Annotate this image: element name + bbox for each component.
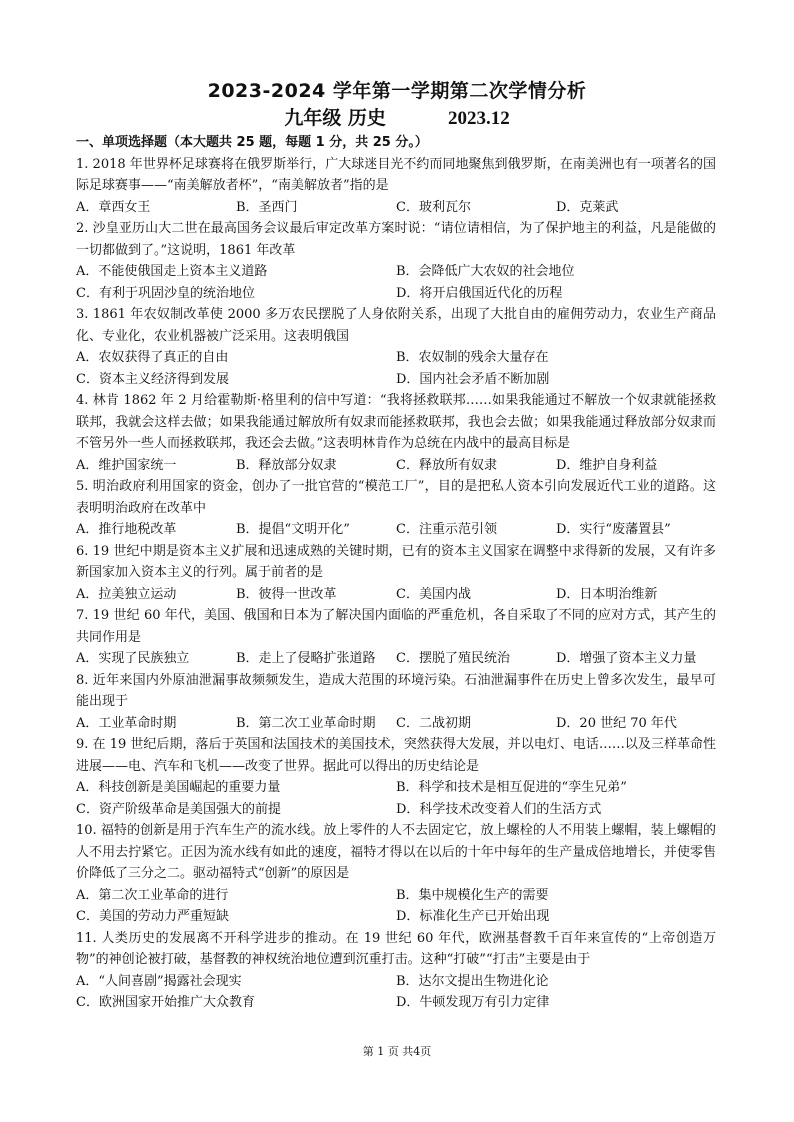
question-stem: 7. 19 世纪 60 年代，美国、俄国和日本为了解决国内面临的严重危机，各自采取了不同的应对方式，其产生的共同作用是 (76, 608, 716, 645)
option-row (76, 283, 716, 305)
option-c: C．资本主义经济得到发展 (76, 371, 229, 387)
option-d: D．科学技术改变着人们的生活方式 (396, 801, 602, 817)
question-11 (76, 928, 716, 1014)
option-row (76, 777, 716, 799)
option-a: A．工业革命时期 (76, 715, 177, 731)
option-a: A．实现了民族独立 (76, 651, 190, 666)
exam-content (76, 132, 716, 1014)
option-c: C．欧洲国家开始推广大众教育 (76, 995, 255, 1010)
option-a: A．农奴获得了真正的自由 (76, 350, 229, 365)
option-d: D．20 世纪 70 年代 (556, 715, 677, 731)
option-a: A．拉美独立运动 (76, 586, 177, 602)
option-row (76, 347, 716, 369)
question-stem: 8. 近年来国内外原油泄漏事故频频发生，造成大范围的环境污染。石油泄漏事件在历史上曾多次发生，最早可能出现于 (76, 672, 716, 709)
option-row (76, 584, 716, 606)
option-b: B．会降低广大农奴的社会地位 (396, 264, 575, 279)
question-stem: 4. 林肯 1862 年 2 月给霍勒斯·格里利的信中写道：“我将拯救联邦……如果我能通过不解放一个奴隶就能拯救联邦，我就会这样去做；如果我能通过解放所有奴隶而能拯救联邦，我也会去做；如果我能通过释放部分奴隶而不管另外一些人而拯救联邦，我还会去做。”这表明林肯作为总统在内战中的最高目标是 (76, 393, 716, 451)
option-row (76, 455, 716, 477)
option-b: B．释放部分奴隶 (236, 457, 337, 473)
option-d: D．标准化生产已开始出现 (396, 909, 550, 924)
option-a: A．章西女王 (76, 199, 151, 215)
exam-subtitle (0, 103, 794, 130)
option-d: D．将开启俄国近代化的历程 (396, 285, 563, 301)
option-row (76, 261, 716, 283)
option-d: D．增强了资本主义力量 (556, 651, 697, 666)
option-b: B．彼得一世改革 (236, 586, 337, 602)
option-a: A．维护国家统一 (76, 457, 177, 473)
option-row (76, 971, 716, 993)
option-b: B．圣西门 (236, 199, 298, 215)
option-a: A．“人间喜剧”揭露社会现实 (76, 973, 242, 989)
question-1 (76, 154, 716, 219)
option-d: D．维护自身利益 (556, 457, 658, 473)
question-5 (76, 476, 716, 541)
option-c: C．释放所有奴隶 (396, 457, 497, 473)
option-row (76, 648, 716, 670)
option-c: C．玻利瓦尔 (396, 199, 471, 215)
option-b: B．第二次工业革命时期 (236, 715, 376, 731)
option-row (76, 799, 716, 821)
option-d: D．克莱武 (556, 199, 619, 215)
option-c: C．注重示范引领 (396, 522, 497, 537)
option-c: C．美国的劳动力严重短缺 (76, 909, 229, 924)
question-stem: 9. 在 19 世纪后期，落后于英国和法国技术的美国技术，突然获得大发展，并以电灯、电话……以及三样革命性进展——电、汽车和飞机——改变了世界。据此可以得出的历史结论是 (76, 737, 716, 774)
question-7 (76, 605, 716, 670)
option-a: A．第二次工业革命的进行 (76, 887, 229, 903)
option-b: B．走上了侵略扩张道路 (236, 651, 376, 666)
exam-title: 2023-2024 学年第一学期第二次学情分析 (207, 80, 587, 102)
option-b: B．达尔文提出生物进化论 (396, 973, 549, 989)
option-c: C．有利于巩固沙皇的统治地位 (76, 285, 255, 301)
option-b: B．农奴制的残余大量存在 (396, 350, 549, 365)
option-c: C．二战初期 (396, 715, 471, 731)
question-6 (76, 541, 716, 606)
option-c: C．美国内战 (396, 586, 471, 602)
question-10 (76, 820, 716, 928)
option-d: D．日本明治维新 (556, 586, 658, 602)
option-row (76, 713, 716, 735)
question-2 (76, 218, 716, 304)
question-stem: 10. 福特的创新是用于汽车生产的流水线。放上零件的人不去固定它，放上螺栓的人不用装上螺帽，装上螺帽的人不用去拧紧它。正因为流水线有如此的速度，福特才得以在以后的十年中每年的生产量成倍地增长，并使零售价降低了三分之二。驱动福特式“创新”的原因是 (76, 823, 716, 881)
option-row (76, 197, 716, 219)
question-stem: 6. 19 世纪中期是资本主义扩展和迅速成熟的关键时期，已有的资本主义国家在调整中求得新的发展，又有许多新国家加入资本主义的行列。属于前者的是 (76, 543, 716, 580)
option-c: C．资产阶级革命是美国强大的前提 (76, 801, 281, 817)
question-stem: 2. 沙皇亚历山大二世在最高国务会议最后审定改革方案时说：“请位请相信，为了保护地主的利益，凡是能做的一切都做到了。”这说明，1861 年改革 (76, 221, 716, 258)
option-b: B．提倡“文明开化” (236, 522, 350, 537)
question-9 (76, 734, 716, 820)
question-stem: 3. 1861 年农奴制改革使 2000 多万农民摆脱了人身依附关系，出现了大批自由的雇佣劳动力，农业生产商品化、专业化，农业机器被广泛采用。这表明俄国 (76, 307, 716, 344)
page-number: 第 1 页 共4页 (362, 1045, 432, 1058)
option-a: A．不能使俄国走上资本主义道路 (76, 264, 268, 279)
option-b: B．科学和技术是相互促进的“孪生兄弟” (396, 780, 627, 795)
option-row (76, 885, 716, 907)
question-8 (76, 670, 716, 735)
option-b: B．集中规模化生产的需要 (396, 887, 549, 903)
option-row (76, 369, 716, 391)
option-d: D．国内社会矛盾不断加剧 (396, 371, 550, 387)
option-c: C．摆脱了殖民统治 (396, 651, 510, 666)
question-stem: 1. 2018 年世界杯足球赛将在俄罗斯举行，广大球迷目光不约而同地聚焦到俄罗斯，在南美洲也有一项著名的国际足球赛事——“南美解放者杯”，“南美解放者”指的是 (76, 156, 716, 193)
question-stem: 11. 人类历史的发展离不开科学进步的推动。在 19 世纪 60 年代，欧洲基督教千百年来宣传的“上帝创造万物”的神创论被打破，基督教的神权统治地位遭到沉重打击。这种“打破”“打击”主要是由于 (76, 930, 716, 967)
question-4 (76, 390, 716, 476)
option-d: D．牛顿发现万有引力定律 (396, 995, 550, 1010)
option-row (76, 519, 716, 541)
option-a: A．科技创新是美国崛起的重要力量 (76, 780, 281, 795)
option-row (76, 906, 716, 928)
option-d: D．实行“废藩置县” (556, 522, 671, 537)
question-stem: 5. 明治政府利用国家的资金，创办了一批官营的“模范工厂”，目的是把私人资本引向发展近代工业的道路。这表明明治政府在改革中 (76, 479, 716, 516)
question-3 (76, 304, 716, 390)
exam-date: 2023.12 (447, 108, 510, 129)
section-heading: 一、单项选择题（本大题共 25 题，每题 1 分，共 25 分。） (76, 135, 428, 150)
option-row (76, 992, 716, 1014)
option-a: A．推行地税改革 (76, 522, 177, 537)
grade-subject: 九年级 历史 (284, 107, 386, 129)
